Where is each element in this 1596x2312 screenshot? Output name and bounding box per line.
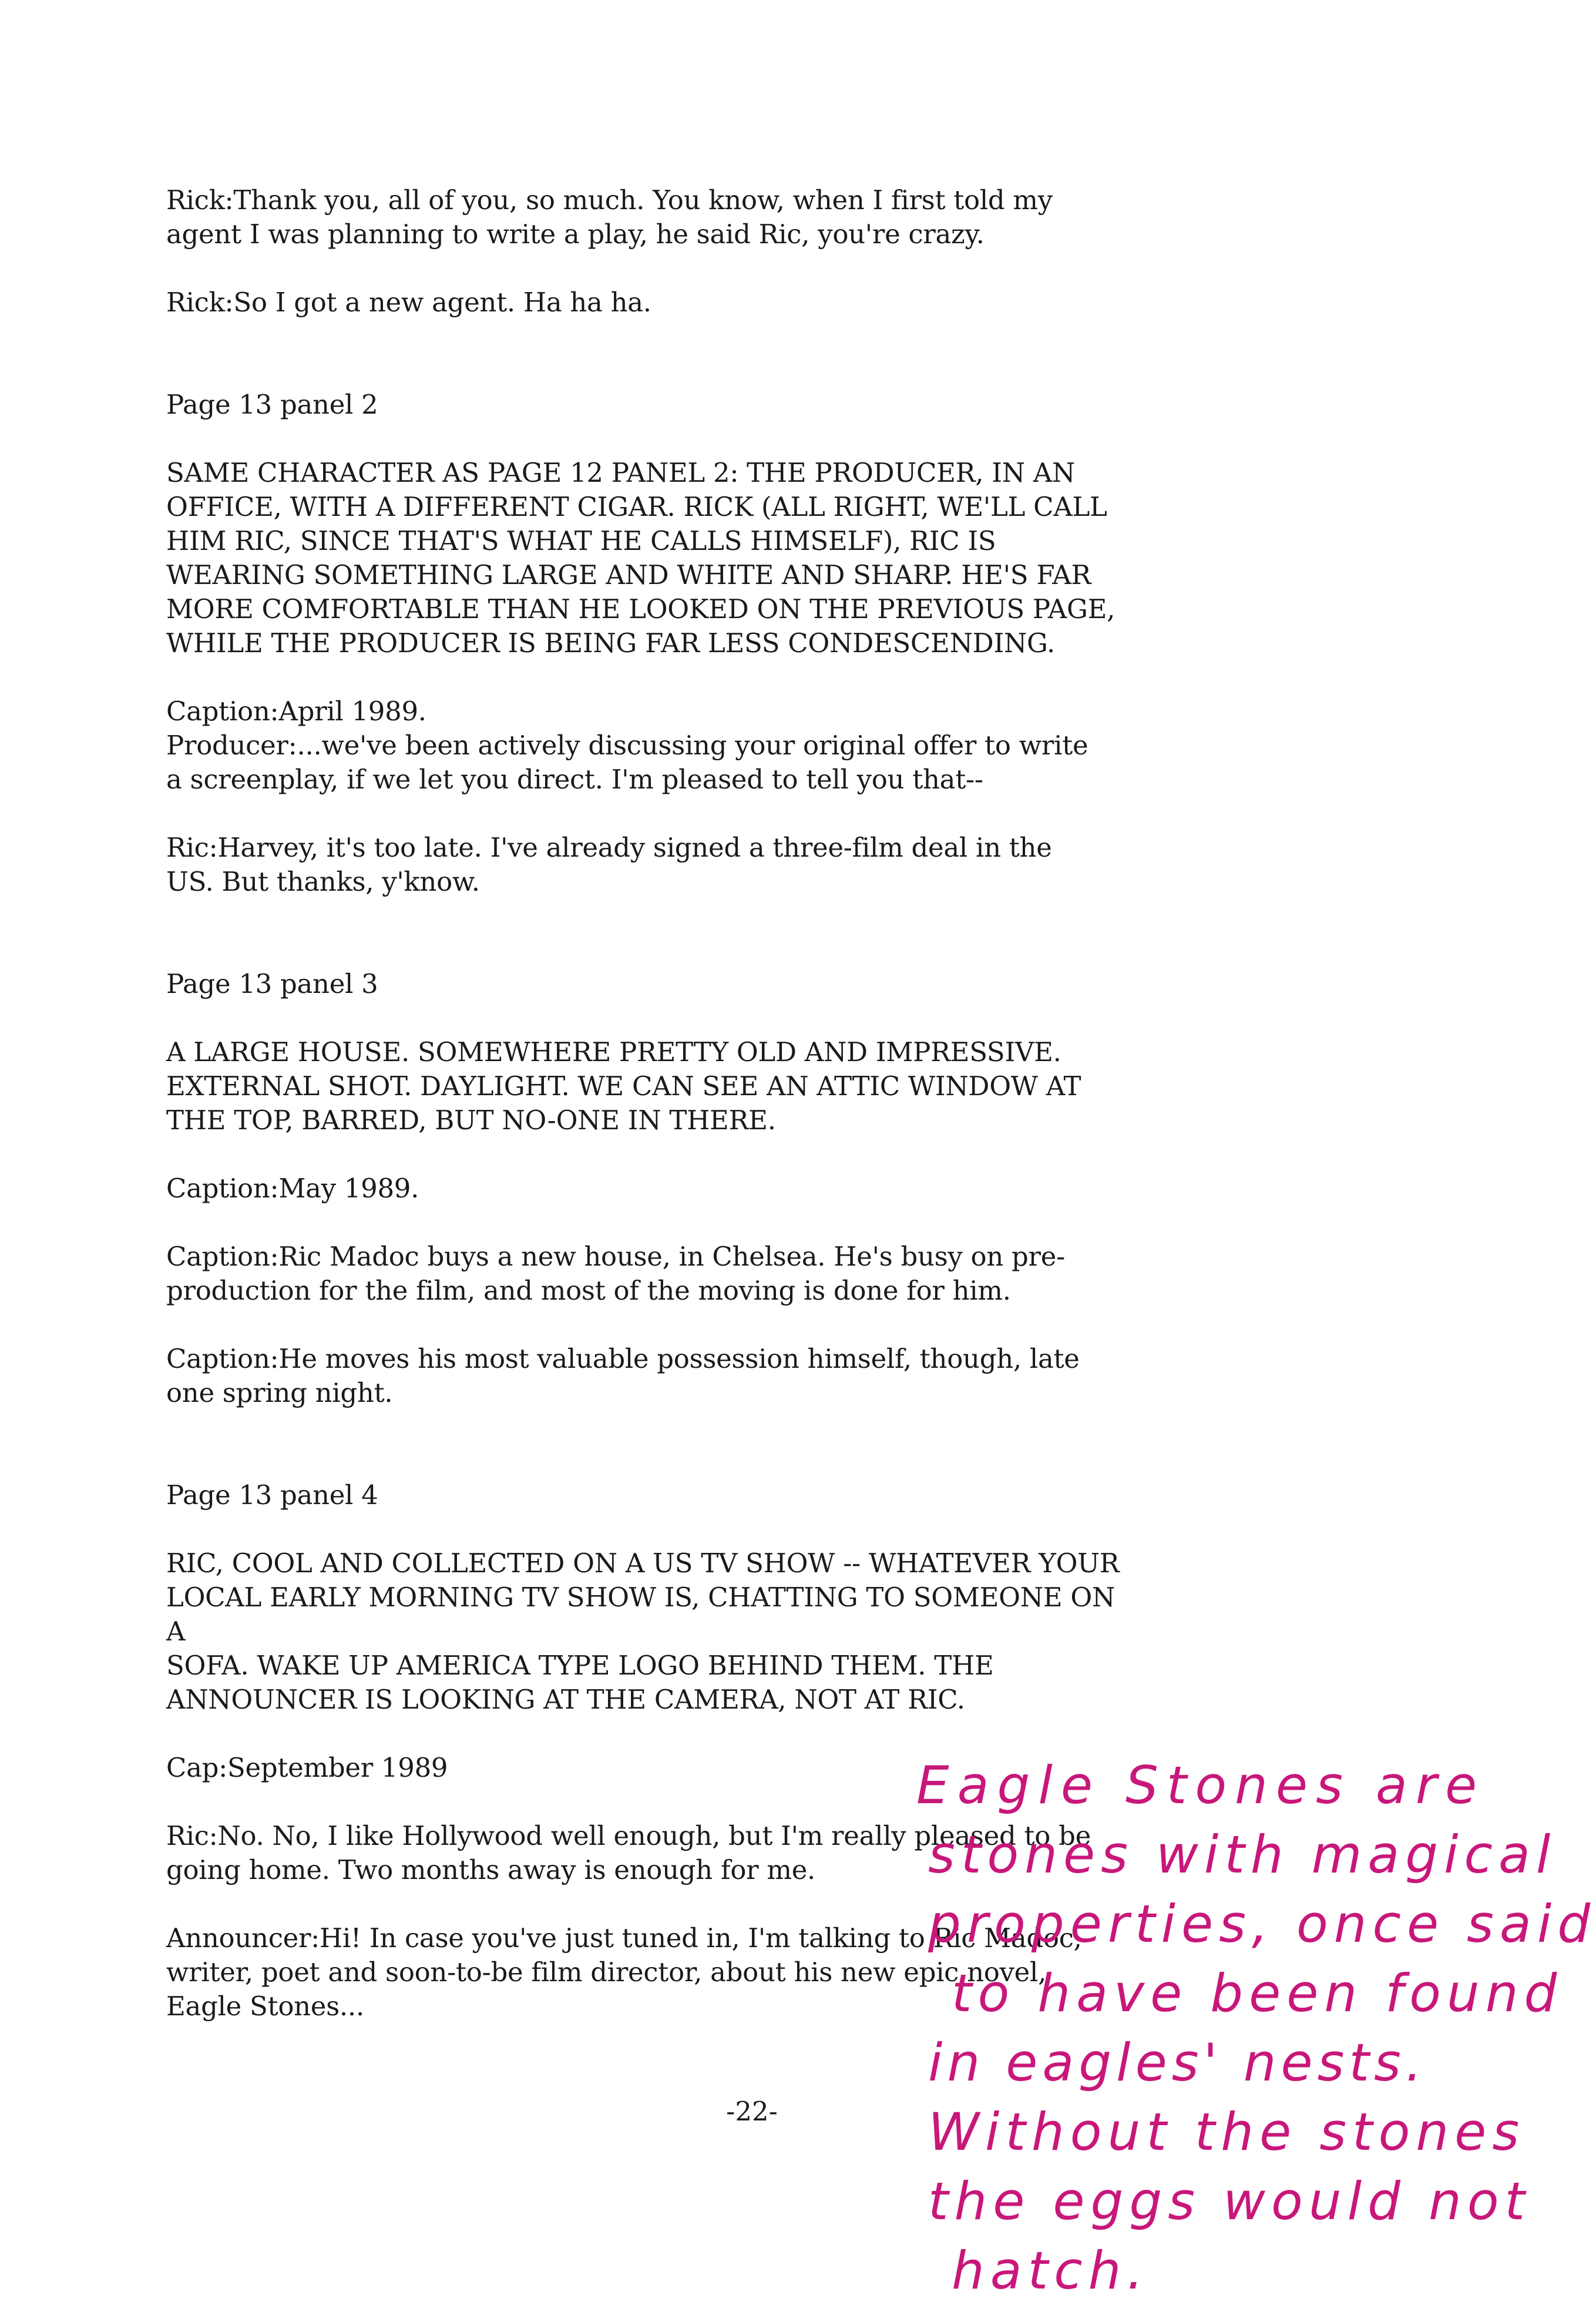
annotation-line: the eggs would not [928, 2171, 1531, 2232]
dialogue-ric-1 [166, 831, 1141, 899]
text-line: EXTERNAL SHOT. DAYLIGHT. WE CAN SEE AN ATTIC WINDOW AT [166, 1071, 1081, 1102]
text-line: Page 13 panel 4 [166, 1479, 378, 1511]
text-line: going home. Two months away is enough for me. [166, 1854, 816, 1885]
text-line: MORE COMFORTABLE THAN HE LOOKED ON THE PREVIOUS PAGE, [166, 593, 1115, 625]
annotation-line: Eagle Stones are [916, 1755, 1486, 1816]
dialogue-rick-1 [166, 183, 1141, 251]
panel-description-3 [166, 1035, 1141, 1137]
text-line: WEARING SOMETHING LARGE AND WHITE AND SHARP. HE'S FAR [166, 559, 1091, 590]
panel-heading-3 [166, 967, 1141, 1001]
panel-heading-4 [166, 1478, 1141, 1512]
caption-house [166, 1240, 1141, 1308]
annotation-line: stones with magical [928, 1824, 1557, 1885]
text-line: agent I was planning to write a play, he said Ric, you're crazy. [166, 219, 985, 250]
text-line: US. But thanks, y'know. [166, 866, 480, 897]
text-line: Rick:So I got a new agent. Ha ha ha. [166, 287, 651, 318]
annotation-line: in eagles' nests. [928, 2032, 1427, 2093]
annotation-line: hatch. [952, 2240, 1150, 2301]
text-line: A LARGE HOUSE. SOMEWHERE PRETTY OLD AND IMPRESSIVE. [166, 1036, 1061, 1068]
caption-may [166, 1172, 1141, 1206]
text-line: one spring night. [166, 1377, 393, 1408]
text-line: LOCAL EARLY MORNING TV SHOW IS, CHATTING TO SOMEONE ON A [166, 1582, 1115, 1647]
panel-heading-2 [166, 388, 1141, 422]
text-line: a screenplay, if we let you direct. I'm pleased to tell you that-- [166, 764, 983, 795]
text-line: Eagle Stones... [166, 1991, 364, 2022]
dialogue-rick-2 [166, 286, 1141, 320]
text-line: Caption:He moves his most valuable possession himself, though, late [166, 1343, 1080, 1374]
text-line: Cap:September 1989 [166, 1752, 448, 1783]
annotation-line: Without the stones [928, 2102, 1526, 2162]
text-line: Caption:April 1989. [166, 696, 426, 727]
caption-producer-block [166, 694, 1141, 797]
text-line: Ric:No. No, I like Hollywood well enough, but I'm really pleased to be [166, 1820, 1091, 1851]
text-line: Page 13 panel 2 [166, 389, 378, 420]
annotation-line: to have been found [952, 1963, 1563, 2024]
caption-possession [166, 1342, 1141, 1410]
panel-description-2 [166, 456, 1141, 660]
text-line: Caption:Ric Madoc buys a new house, in Chelsea. He's busy on pre- [166, 1241, 1065, 1272]
panel-description-4 [166, 1546, 1141, 1717]
text-line: WHILE THE PRODUCER IS BEING FAR LESS CONDESCENDING. [166, 628, 1056, 659]
text-line: production for the film, and most of the moving is done for him. [166, 1275, 1011, 1306]
text-line: ANNOUNCER IS LOOKING AT THE CAMERA, NOT AT RIC. [166, 1684, 965, 1715]
text-line: Producer:...we've been actively discussing your original offer to write [166, 730, 1088, 761]
annotation-line: properties, once said [928, 1894, 1596, 1954]
handwritten-annotation [905, 1751, 1596, 2301]
text-line: SAME CHARACTER AS PAGE 12 PANEL 2: THE PRODUCER, IN AN [166, 457, 1076, 488]
text-line: RIC, COOL AND COLLECTED ON A US TV SHOW -- WHATEVER YOUR [166, 1548, 1120, 1579]
text-line: OFFICE, WITH A DIFFERENT CIGAR. RICK (ALL RIGHT, WE'LL CALL [166, 491, 1107, 522]
text-line: Caption:May 1989. [166, 1173, 419, 1204]
text-line: Ric:Harvey, it's too late. I've already signed a three-film deal in the [166, 832, 1052, 863]
page-number: -22- [726, 2096, 778, 2127]
text-line: Announcer:Hi! In case you've just tuned in, I'm talking to Ric Madoc, [166, 1922, 1082, 1954]
text-line: Page 13 panel 3 [166, 968, 378, 999]
text-line: HIM RIC, SINCE THAT'S WHAT HE CALLS HIMSELF), RIC IS [166, 525, 996, 556]
text-line: SOFA. WAKE UP AMERICA TYPE LOGO BEHIND THEM. THE [166, 1650, 994, 1681]
text-line: Rick:Thank you, all of you, so much. You know, when I first told my [166, 184, 1053, 216]
text-line: writer, poet and soon-to-be film director, about his new epic novel, [166, 1957, 1047, 1988]
text-line: THE TOP, BARRED, BUT NO-ONE IN THERE. [166, 1105, 776, 1136]
